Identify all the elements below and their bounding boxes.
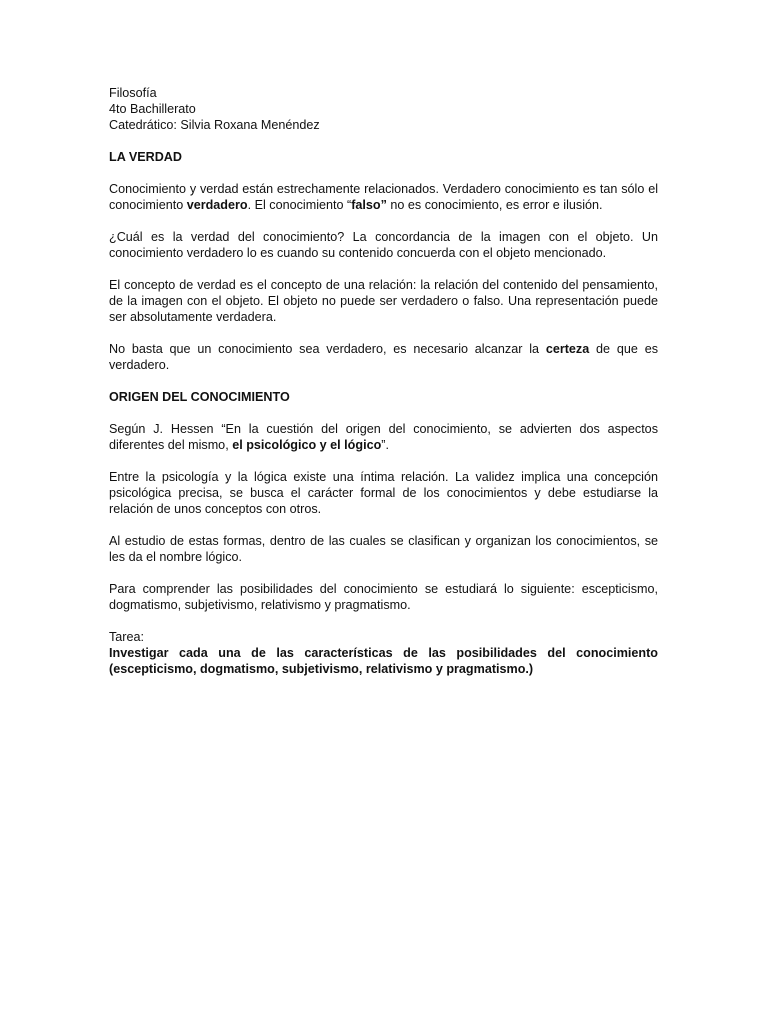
text-span: Conocimiento y verdad están estrechamente relacionados. Verdadero conocimiento es tan sólo el conocimiento <box>109 182 658 212</box>
section-title-la-verdad: LA VERDAD <box>109 150 182 164</box>
text-span: . El conocimiento “ <box>247 198 352 212</box>
paragraph-verdad-1 <box>109 181 658 213</box>
document-page <box>109 85 658 677</box>
paragraph-origen-1 <box>109 421 658 453</box>
text-span: no es conocimiento, es error e ilusión. <box>386 198 603 212</box>
paragraph-origen-4: Para comprender las posibilidades del conocimiento se estudiará lo siguiente: escepticismo, dogmatismo, subjetivismo, relativismo y pragmatismo. <box>109 582 658 612</box>
text-span: No basta que un conocimiento sea verdadero, es necesario alcanzar la <box>109 342 546 356</box>
task-text: Investigar cada una de las características de las posibilidades del conocimiento (escepticismo, dogmatismo, subjetivismo, relativismo y pragmatismo.) <box>109 646 658 676</box>
bold-text: certeza <box>545 342 590 356</box>
bold-text: verdadero <box>186 198 248 212</box>
text-span: Según J. Hessen “En la cuestión del origen del conocimiento, se advierten dos aspectos diferentes del mismo, <box>109 422 658 452</box>
bold-text: falso” <box>351 198 387 212</box>
paragraph-verdad-2: ¿Cuál es la verdad del conocimiento? La concordancia de la imagen con el objeto. Un conocimiento verdadero lo es cuando su contenido concuerda con el objeto mencionado. <box>109 230 658 260</box>
paragraph-origen-3: Al estudio de estas formas, dentro de las cuales se clasifican y organizan los conocimientos, se les da el nombre lógico. <box>109 534 658 564</box>
teacher-line: Catedrático: Silvia Roxana Menéndez <box>109 118 320 132</box>
bold-text: el psicológico y el lógico <box>232 438 382 452</box>
task-label: Tarea: <box>109 630 145 644</box>
section-title-origen: ORIGEN DEL CONOCIMIENTO <box>109 390 290 404</box>
text-span: ”. <box>381 438 389 452</box>
paragraph-verdad-3: El concepto de verdad es el concepto de una relación: la relación del contenido del pensamiento, de la imagen con el objeto. El objeto no puede ser verdadero o falso. Una representación puede ser absolutamente verdadera. <box>109 278 658 324</box>
paragraph-origen-2: Entre la psicología y la lógica existe una íntima relación. La validez implica una concepción psicológica precisa, se busca el carácter formal de los conocimientos y debe estudiarse la relación de unos conceptos con otros. <box>109 470 658 516</box>
subject-line: Filosofía <box>109 86 157 100</box>
text-span: de que es verdadero. <box>109 342 658 372</box>
grade-line: 4to Bachillerato <box>109 102 196 116</box>
paragraph-verdad-4 <box>109 341 658 373</box>
